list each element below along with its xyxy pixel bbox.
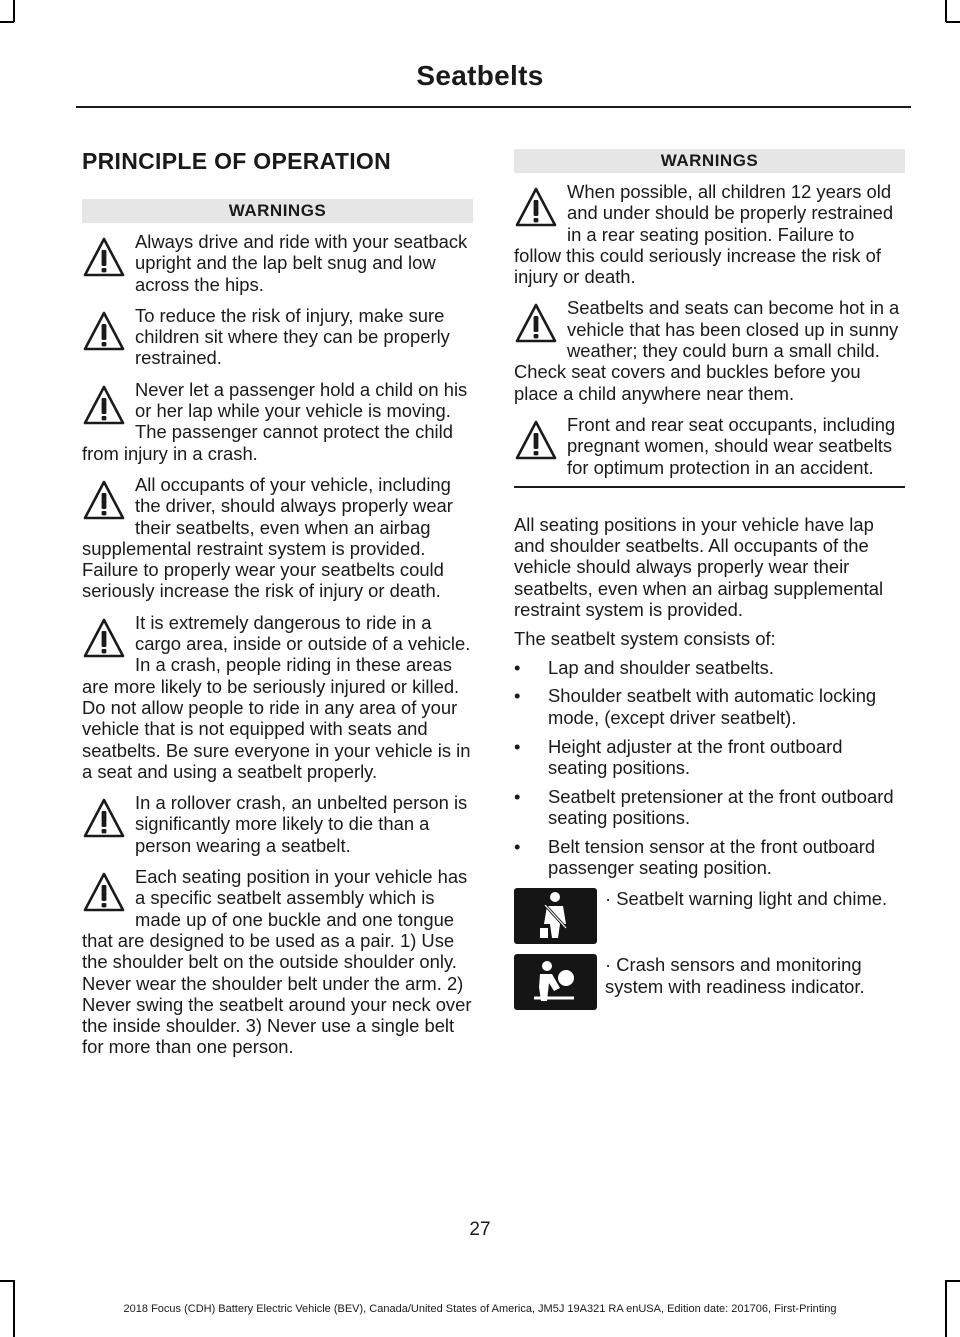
list-item xyxy=(514,736,905,779)
warning-text: Each seating position in your vehicle has a specific seatbelt assembly which is made up of one buckle and one tongue that are designed to be used as a pair. 1) Use the shoulder belt on the outside shoulder only. Never wear the shoulder belt under the arm. 2) Never swing the seatbelt around your neck over the inside shoulder. 3) Never use a single belt for more than one person. xyxy=(82,866,472,1058)
warning-text: Seatbelts and seats can become hot in a vehicle that has been closed up in sunny weather; they could burn a small child. Check seat covers and buckles before you place a child anywhere near them. xyxy=(514,297,900,404)
warning-item xyxy=(82,305,473,369)
warning-item xyxy=(82,612,473,782)
page-title: Seatbelts xyxy=(416,60,544,91)
bullet-dot: • xyxy=(514,835,521,857)
list-item xyxy=(514,685,905,728)
warning-text: All occupants of your vehicle, including the driver, should always properly wear their seatbelts, even when an airbag supplemental restraint system is provided. Failure to properly wear your seatbelts could seriously increase the risk of injury or death. xyxy=(82,473,453,602)
list-item-text: Belt tension sensor at the front outboard passenger seating position. xyxy=(548,835,876,879)
list-item-text: Seatbelt pretensioner at the front outboard seating positions. xyxy=(548,785,894,828)
edition-footer: 2018 Focus (CDH) Battery Electric Vehicle (BEV), Canada/United States of America, JM5J 19A321 RA enUSA, Edition date: 201706, First-Printing xyxy=(123,1303,837,1315)
warning-item xyxy=(514,181,905,287)
header-rule xyxy=(76,106,911,108)
warning-item xyxy=(82,866,473,1058)
warning-triangle-icon xyxy=(82,796,126,840)
warning-triangle-icon xyxy=(514,301,558,345)
bullet-dot: • xyxy=(514,735,521,757)
warning-triangle-icon xyxy=(82,309,126,353)
system-paragraph: The seatbelt system consists of: xyxy=(514,628,776,650)
warnings-end-rule xyxy=(514,486,905,488)
right-column xyxy=(514,149,905,1020)
indicator-text: · Crash sensors and monitoring system with readiness indicator. xyxy=(605,954,865,997)
warning-triangle-icon xyxy=(82,383,126,427)
list-item-text: Lap and shoulder seatbelts. xyxy=(548,656,774,678)
warning-text: When possible, all children 12 years old and under should be properly restrained in a rear seating position. Failure to follow this could seriously increase the risk of injury or death. xyxy=(514,181,894,288)
warning-item xyxy=(514,297,905,403)
bullet-dot: • xyxy=(514,656,521,678)
crop-mark xyxy=(0,1280,14,1282)
warning-triangle-icon xyxy=(514,418,558,462)
seatbelt-warning-icon xyxy=(514,888,597,944)
list-item-text: Height adjuster at the front outboard seating positions. xyxy=(548,735,843,778)
bullet-dot: • xyxy=(514,685,521,707)
page-number: 27 xyxy=(469,1219,491,1240)
indicator-item xyxy=(514,954,905,1010)
indicator-item xyxy=(514,888,905,944)
list-item-text: Shoulder seatbelt with automatic locking mode, (except driver seatbelt). xyxy=(548,685,877,728)
warning-text: In a rollover crash, an unbelted person is significantly more likely to die than a person wearing a seatbelt. xyxy=(135,792,468,856)
indicator-text: · Seatbelt warning light and chime. xyxy=(605,888,888,910)
warning-item xyxy=(514,414,905,478)
crop-mark xyxy=(946,1280,960,1282)
airbag-readiness-icon xyxy=(514,954,597,1010)
warning-item xyxy=(82,474,473,602)
warning-triangle-icon xyxy=(82,235,126,279)
warning-triangle-icon xyxy=(82,478,126,522)
crop-mark xyxy=(0,21,14,23)
warning-item xyxy=(82,792,473,856)
bullet-dot: • xyxy=(514,785,521,807)
warning-item xyxy=(82,231,473,295)
intro-paragraph: All seating positions in your vehicle have lap and shoulder seatbelts. All occupants of the vehicle should always properly wear their seatbelts, even when an airbag supplemental restraint system is provided. xyxy=(514,513,884,621)
crop-mark xyxy=(945,0,947,22)
warning-triangle-icon xyxy=(514,185,558,229)
warning-triangle-icon xyxy=(82,870,126,914)
warnings-list-left xyxy=(82,231,473,1058)
warnings-list-right xyxy=(514,181,905,478)
crop-mark xyxy=(13,0,15,22)
system-components-list xyxy=(514,657,905,879)
list-item xyxy=(514,786,905,829)
left-column xyxy=(82,199,473,1058)
warning-text: Always drive and ride with your seatback upright and the lap belt snug and low across the hips. xyxy=(135,231,468,295)
crop-mark xyxy=(946,21,960,23)
list-item xyxy=(514,657,905,678)
warning-text: It is extremely dangerous to ride in a cargo area, inside or outside of a vehicle. In a crash, people riding in these areas are more likely to be seriously injured or killed. Do not allow people to ride in any area of your vehicle that is not equipped with seats and seatbelts. Be sure everyone in your vehicle is in a seat and using a seatbelt properly. xyxy=(82,611,471,782)
list-item xyxy=(514,836,905,879)
warnings-label: WARNINGS xyxy=(82,199,473,223)
warning-text: Never let a passenger hold a child on his or her lap while your vehicle is moving. The passenger cannot protect the child from injury in a crash. xyxy=(82,378,468,464)
warning-text: Front and rear seat occupants, including pregnant women, should wear seatbelts for optimum protection in an accident. xyxy=(567,413,896,478)
warning-text: To reduce the risk of injury, make sure children sit where they can be properly restrained. xyxy=(135,304,450,369)
section-heading: PRINCIPLE OF OPERATION xyxy=(82,148,392,174)
indicator-list xyxy=(514,888,905,1010)
warning-triangle-icon xyxy=(82,616,126,660)
warning-item xyxy=(82,379,473,464)
warnings-label: WARNINGS xyxy=(514,149,905,173)
